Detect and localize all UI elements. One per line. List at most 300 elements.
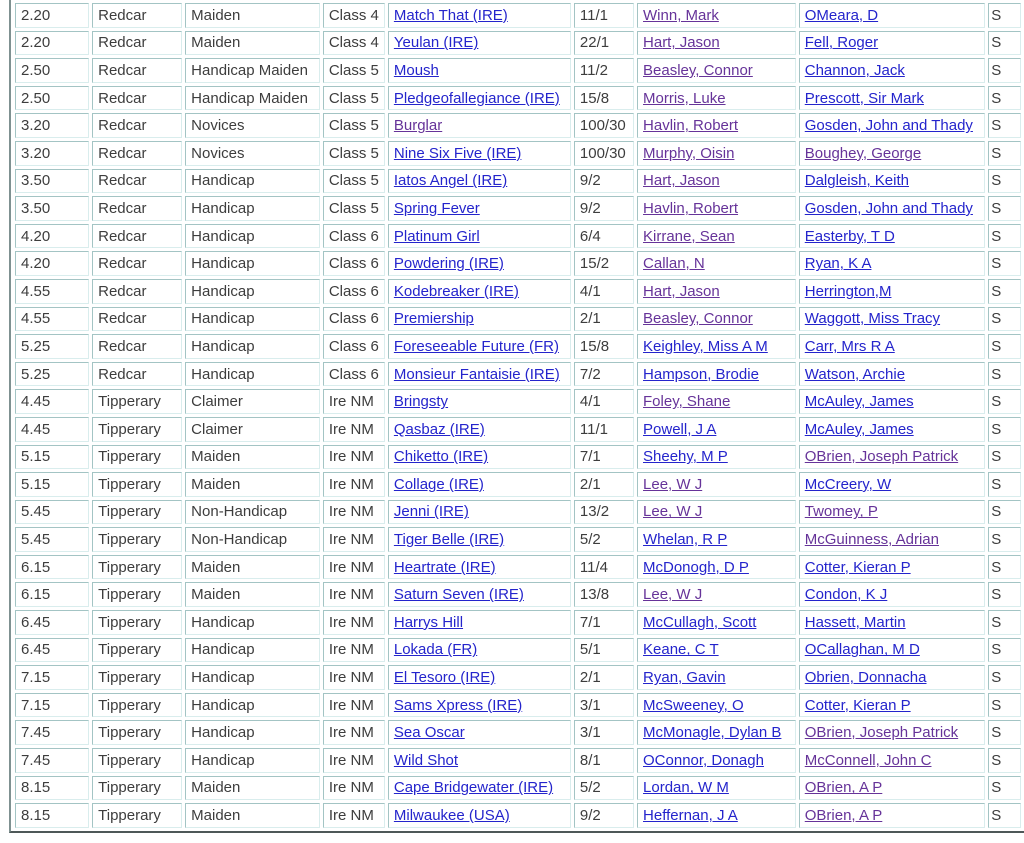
clipped-edge-cell (988, 582, 1021, 607)
clipped-edge-cell (988, 3, 1021, 28)
clipped-edge-text: S (991, 531, 1002, 549)
trainer-link[interactable]: OBrien, Joseph Patrick (804, 448, 959, 466)
table-row (15, 279, 1021, 304)
jockey-link[interactable]: Lordan, W M (643, 779, 729, 797)
course-cell: Redcar (92, 86, 182, 111)
jockey-cell (637, 555, 796, 580)
time-cell: 2.50 (15, 86, 89, 111)
class-cell: Class 4 (323, 3, 385, 28)
horse-cell (388, 362, 571, 387)
odds-cell: 22/1 (574, 31, 634, 56)
trainer-link[interactable]: Boughey, George (804, 144, 922, 162)
clipped-edge-text: S (991, 6, 1002, 24)
jockey-link[interactable]: Keane, C T (643, 641, 719, 659)
race-type-cell: Novices (185, 141, 320, 166)
time-cell: 3.50 (15, 196, 89, 221)
horse-link[interactable]: Harrys Hill (393, 613, 464, 631)
time-cell: 8.15 (15, 803, 89, 828)
jockey-link[interactable]: Winn, Mark (643, 6, 719, 24)
horse-link[interactable]: El Tesoro (IRE) (393, 669, 496, 687)
clipped-edge-cell (988, 307, 1021, 332)
trainer-link[interactable]: Waggott, Miss Tracy (804, 310, 941, 328)
horse-cell (388, 307, 571, 332)
clipped-edge-text: S (991, 199, 1002, 217)
class-cell: Class 5 (323, 196, 385, 221)
jockey-link[interactable]: Kirrane, Sean (643, 227, 735, 245)
jockey-link[interactable]: Beasley, Connor (643, 310, 753, 328)
jockey-link[interactable]: Hart, Jason (643, 172, 720, 190)
clipped-edge-text: S (991, 310, 1002, 328)
class-cell: Ire NM (323, 500, 385, 525)
horse-link[interactable]: Sams Xpress (IRE) (393, 696, 523, 714)
trainer-link[interactable]: McConnell, John C (804, 751, 932, 769)
odds-cell: 9/2 (574, 196, 634, 221)
trainer-link[interactable]: Fell, Roger (804, 34, 879, 52)
course-cell: Tipperary (92, 720, 182, 745)
jockey-cell (637, 776, 796, 801)
horse-cell (388, 251, 571, 276)
jockey-link[interactable]: McDonogh, D P (643, 558, 749, 576)
clipped-edge-text: S (991, 365, 1002, 383)
horse-cell (388, 113, 571, 138)
jockey-link[interactable]: Hart, Jason (643, 34, 720, 52)
clipped-edge-cell (988, 224, 1021, 249)
class-cell: Ire NM (323, 638, 385, 663)
jockey-cell (637, 169, 796, 194)
clipped-edge-text: S (991, 475, 1002, 493)
trainer-link[interactable]: Carr, Mrs R A (804, 337, 895, 355)
jockey-link[interactable]: OConnor, Donagh (643, 751, 764, 769)
table-row (15, 113, 1021, 138)
table-row (15, 803, 1021, 828)
trainer-link[interactable]: McAuley, James (804, 393, 914, 411)
trainer-link[interactable]: McCreery, W (804, 475, 892, 493)
trainer-link[interactable]: OBrien, A P (804, 779, 883, 797)
trainer-cell (799, 58, 986, 83)
racecards-table-frame (9, 0, 1024, 833)
table-row (15, 141, 1021, 166)
course-cell: Tipperary (92, 555, 182, 580)
class-cell: Ire NM (323, 389, 385, 414)
trainer-link[interactable]: Dalgleish, Keith (804, 172, 909, 190)
horse-link[interactable]: Moush (393, 61, 439, 79)
horse-link[interactable]: Foreseeable Future (FR) (393, 337, 559, 355)
table-row (15, 748, 1021, 773)
jockey-link[interactable]: Foley, Shane (643, 393, 731, 411)
class-cell: Ire NM (323, 472, 385, 497)
race-type-cell: Non-Handicap (185, 527, 320, 552)
race-type-cell: Maiden (185, 582, 320, 607)
horse-link[interactable]: Yeulan (IRE) (393, 34, 479, 52)
clipped-edge-text: S (991, 117, 1002, 135)
clipped-edge-text: S (991, 34, 1002, 52)
clipped-edge-text: S (991, 807, 1002, 825)
jockey-link[interactable]: McMonagle, Dylan B (643, 724, 782, 742)
clipped-edge-text: S (991, 337, 1002, 355)
course-cell: Tipperary (92, 445, 182, 470)
table-row (15, 86, 1021, 111)
clipped-edge-cell (988, 693, 1021, 718)
trainer-cell (799, 86, 986, 111)
race-type-cell: Claimer (185, 417, 320, 442)
horse-link[interactable]: Spring Fever (393, 199, 480, 217)
jockey-link[interactable]: Havlin, Robert (643, 117, 739, 135)
table-row (15, 58, 1021, 83)
trainer-cell (799, 417, 986, 442)
time-cell: 2.20 (15, 3, 89, 28)
odds-cell: 100/30 (574, 141, 634, 166)
clipped-edge-text: S (991, 144, 1002, 162)
clipped-edge-cell (988, 748, 1021, 773)
odds-cell: 3/1 (574, 720, 634, 745)
trainer-cell (799, 362, 986, 387)
jockey-link[interactable]: Lee, W J (643, 503, 703, 521)
jockey-link[interactable]: Sheehy, M P (643, 448, 728, 466)
horse-cell (388, 86, 571, 111)
trainer-link[interactable]: Hassett, Martin (804, 613, 906, 631)
horse-cell (388, 445, 571, 470)
course-cell: Redcar (92, 3, 182, 28)
horse-cell (388, 500, 571, 525)
horse-cell (388, 224, 571, 249)
race-type-cell: Handicap (185, 307, 320, 332)
time-cell: 7.45 (15, 720, 89, 745)
horse-link[interactable]: Burglar (393, 117, 443, 135)
trainer-cell (799, 3, 986, 28)
race-type-cell: Handicap (185, 638, 320, 663)
odds-cell: 2/1 (574, 665, 634, 690)
horse-cell (388, 610, 571, 635)
clipped-edge-cell (988, 169, 1021, 194)
jockey-link[interactable]: Keighley, Miss A M (643, 337, 768, 355)
trainer-link[interactable]: OMeara, D (804, 6, 879, 24)
race-type-cell: Handicap (185, 279, 320, 304)
horse-cell (388, 334, 571, 359)
horse-link[interactable]: Powdering (IRE) (393, 255, 504, 273)
table-row (15, 362, 1021, 387)
horse-cell (388, 527, 571, 552)
clipped-edge-cell (988, 362, 1021, 387)
jockey-cell (637, 113, 796, 138)
jockey-link[interactable]: Hart, Jason (643, 282, 720, 300)
clipped-edge-text: S (991, 586, 1002, 604)
horse-link[interactable]: Monsieur Fantaisie (IRE) (393, 365, 560, 383)
course-cell: Redcar (92, 307, 182, 332)
trainer-cell (799, 748, 986, 773)
trainer-link[interactable]: Cotter, Kieran P (804, 696, 911, 714)
course-cell: Tipperary (92, 693, 182, 718)
odds-cell: 3/1 (574, 693, 634, 718)
class-cell: Class 6 (323, 362, 385, 387)
clipped-edge-cell (988, 389, 1021, 414)
clipped-edge-cell (988, 31, 1021, 56)
clipped-edge-cell (988, 445, 1021, 470)
odds-cell: 13/2 (574, 500, 634, 525)
table-row (15, 334, 1021, 359)
course-cell: Redcar (92, 58, 182, 83)
class-cell: Ire NM (323, 720, 385, 745)
race-type-cell: Handicap (185, 362, 320, 387)
trainer-cell (799, 610, 986, 635)
time-cell: 4.20 (15, 224, 89, 249)
horse-cell (388, 776, 571, 801)
course-cell: Redcar (92, 141, 182, 166)
race-type-cell: Maiden (185, 472, 320, 497)
class-cell: Class 5 (323, 169, 385, 194)
clipped-edge-cell (988, 527, 1021, 552)
clipped-edge-cell (988, 720, 1021, 745)
clipped-edge-cell (988, 555, 1021, 580)
jockey-cell (637, 31, 796, 56)
horse-link[interactable]: Bringsty (393, 393, 449, 411)
jockey-link[interactable]: Ryan, Gavin (643, 669, 726, 687)
clipped-edge-text: S (991, 172, 1002, 190)
horse-link[interactable]: Pledgeofallegiance (IRE) (393, 89, 560, 107)
trainer-cell (799, 665, 986, 690)
course-cell: Tipperary (92, 472, 182, 497)
course-cell: Redcar (92, 362, 182, 387)
time-cell: 6.45 (15, 638, 89, 663)
trainer-cell (799, 169, 986, 194)
clipped-edge-text: S (991, 613, 1002, 631)
race-type-cell: Handicap (185, 196, 320, 221)
horse-link[interactable]: Match That (IRE) (393, 6, 508, 24)
horse-link[interactable]: Platinum Girl (393, 227, 480, 245)
course-cell: Redcar (92, 196, 182, 221)
clipped-edge-text: S (991, 503, 1002, 521)
jockey-cell (637, 610, 796, 635)
clipped-edge-cell (988, 803, 1021, 828)
horse-cell (388, 3, 571, 28)
time-cell: 4.45 (15, 417, 89, 442)
jockey-link[interactable]: Lee, W J (643, 475, 703, 493)
clipped-edge-cell (988, 113, 1021, 138)
horse-link[interactable]: Kodebreaker (IRE) (393, 282, 519, 300)
clipped-edge-cell (988, 638, 1021, 663)
class-cell: Ire NM (323, 693, 385, 718)
jockey-link[interactable]: Heffernan, J A (643, 807, 738, 825)
odds-cell: 2/1 (574, 472, 634, 497)
race-type-cell: Handicap (185, 665, 320, 690)
jockey-cell (637, 224, 796, 249)
jockey-link[interactable]: Callan, N (643, 255, 705, 273)
horse-link[interactable]: Jenni (IRE) (393, 503, 469, 521)
horse-cell (388, 748, 571, 773)
horse-link[interactable]: Iatos Angel (IRE) (393, 172, 508, 190)
jockey-link[interactable]: Murphy, Oisin (643, 144, 735, 162)
trainer-cell (799, 445, 986, 470)
horse-link[interactable]: Chiketto (IRE) (393, 448, 489, 466)
clipped-edge-text: S (991, 61, 1002, 79)
jockey-link[interactable]: Lee, W J (643, 586, 703, 604)
clipped-edge-cell (988, 500, 1021, 525)
trainer-link[interactable]: Ryan, K A (804, 255, 872, 273)
horse-link[interactable]: Saturn Seven (IRE) (393, 586, 524, 604)
clipped-edge-text: S (991, 393, 1002, 411)
horse-link[interactable]: Nine Six Five (IRE) (393, 144, 522, 162)
time-cell: 7.15 (15, 693, 89, 718)
horse-cell (388, 279, 571, 304)
race-type-cell: Maiden (185, 803, 320, 828)
trainer-cell (799, 803, 986, 828)
clipped-edge-text: S (991, 282, 1002, 300)
trainer-link[interactable]: Watson, Archie (804, 365, 906, 383)
trainer-link[interactable]: Cotter, Kieran P (804, 558, 911, 576)
odds-cell: 4/1 (574, 279, 634, 304)
clipped-edge-text: S (991, 420, 1002, 438)
table-row (15, 720, 1021, 745)
time-cell: 6.45 (15, 610, 89, 635)
trainer-link[interactable]: Twomey, P (804, 503, 878, 521)
trainer-link[interactable]: Prescott, Sir Mark (804, 89, 924, 107)
course-cell: Redcar (92, 279, 182, 304)
time-cell: 4.55 (15, 307, 89, 332)
jockey-link[interactable]: Beasley, Connor (643, 61, 753, 79)
race-type-cell: Handicap (185, 720, 320, 745)
trainer-cell (799, 720, 986, 745)
odds-cell: 2/1 (574, 307, 634, 332)
race-type-cell: Handicap (185, 334, 320, 359)
odds-cell: 6/4 (574, 224, 634, 249)
horse-cell (388, 665, 571, 690)
jockey-link[interactable]: Powell, J A (643, 420, 717, 438)
jockey-cell (637, 141, 796, 166)
time-cell: 7.45 (15, 748, 89, 773)
clipped-edge-cell (988, 610, 1021, 635)
clipped-edge-text: S (991, 696, 1002, 714)
trainer-link[interactable]: OCallaghan, M D (804, 641, 920, 659)
horse-cell (388, 803, 571, 828)
class-cell: Class 5 (323, 141, 385, 166)
jockey-link[interactable]: Hampson, Brodie (643, 365, 759, 383)
trainer-cell (799, 196, 986, 221)
horse-cell (388, 31, 571, 56)
clipped-edge-cell (988, 334, 1021, 359)
jockey-link[interactable]: McSweeney, O (643, 696, 744, 714)
trainer-cell (799, 776, 986, 801)
class-cell: Ire NM (323, 776, 385, 801)
trainer-link[interactable]: Condon, K J (804, 586, 888, 604)
trainer-cell (799, 500, 986, 525)
jockey-link[interactable]: Whelan, R P (643, 531, 728, 549)
clipped-edge-text: S (991, 558, 1002, 576)
odds-cell: 11/2 (574, 58, 634, 83)
horse-cell (388, 472, 571, 497)
horse-link[interactable]: Milwaukee (USA) (393, 807, 510, 825)
trainer-link[interactable]: McAuley, James (804, 420, 914, 438)
table-row (15, 31, 1021, 56)
race-type-cell: Handicap (185, 251, 320, 276)
table-row (15, 307, 1021, 332)
horse-cell (388, 417, 571, 442)
trainer-link[interactable]: McGuinness, Adrian (804, 531, 939, 549)
horse-link[interactable]: Lokada (FR) (393, 641, 478, 659)
race-type-cell: Novices (185, 113, 320, 138)
trainer-cell (799, 31, 986, 56)
time-cell: 5.45 (15, 527, 89, 552)
horse-link[interactable]: Heartrate (IRE) (393, 558, 496, 576)
time-cell: 5.25 (15, 334, 89, 359)
racecards-table (12, 0, 1024, 831)
jockey-link[interactable]: Havlin, Robert (643, 199, 739, 217)
trainer-link[interactable]: Obrien, Donnacha (804, 669, 927, 687)
table-row (15, 224, 1021, 249)
trainer-cell (799, 582, 986, 607)
clipped-edge-text: S (991, 751, 1002, 769)
odds-cell: 5/2 (574, 527, 634, 552)
jockey-cell (637, 500, 796, 525)
race-type-cell: Non-Handicap (185, 500, 320, 525)
jockey-cell (637, 665, 796, 690)
class-cell: Ire NM (323, 445, 385, 470)
course-cell: Tipperary (92, 665, 182, 690)
course-cell: Tipperary (92, 803, 182, 828)
jockey-cell (637, 748, 796, 773)
trainer-link[interactable]: Herrington,M (804, 282, 892, 300)
jockey-cell (637, 445, 796, 470)
trainer-link[interactable]: OBrien, Joseph Patrick (804, 724, 959, 742)
course-cell: Tipperary (92, 748, 182, 773)
jockey-cell (637, 720, 796, 745)
course-cell: Tipperary (92, 417, 182, 442)
table-row (15, 638, 1021, 663)
table-row (15, 196, 1021, 221)
trainer-link[interactable]: Channon, Jack (804, 61, 905, 79)
jockey-cell (637, 472, 796, 497)
trainer-cell (799, 307, 986, 332)
table-row (15, 555, 1021, 580)
course-cell: Redcar (92, 224, 182, 249)
trainer-link[interactable]: Gosden, John and Thady (804, 117, 973, 135)
horse-link[interactable]: Qasbaz (IRE) (393, 420, 485, 438)
horse-cell (388, 196, 571, 221)
odds-cell: 11/1 (574, 417, 634, 442)
jockey-cell (637, 417, 796, 442)
trainer-cell (799, 334, 986, 359)
clipped-edge-text: S (991, 255, 1002, 273)
horse-link[interactable]: Premiership (393, 310, 474, 328)
clipped-edge-text: S (991, 669, 1002, 687)
trainer-link[interactable]: Easterby, T D (804, 227, 895, 245)
horse-cell (388, 58, 571, 83)
class-cell: Ire NM (323, 610, 385, 635)
race-type-cell: Handicap Maiden (185, 58, 320, 83)
trainer-link[interactable]: OBrien, A P (804, 807, 883, 825)
race-type-cell: Maiden (185, 31, 320, 56)
class-cell: Class 6 (323, 224, 385, 249)
clipped-edge-cell (988, 86, 1021, 111)
race-type-cell: Handicap (185, 693, 320, 718)
jockey-link[interactable]: Morris, Luke (643, 89, 726, 107)
horse-link[interactable]: Collage (IRE) (393, 475, 484, 493)
horse-link[interactable]: Wild Shot (393, 751, 459, 769)
horse-link[interactable]: Cape Bridgewater (IRE) (393, 779, 554, 797)
time-cell: 2.50 (15, 58, 89, 83)
time-cell: 5.15 (15, 445, 89, 470)
jockey-link[interactable]: McCullagh, Scott (643, 613, 757, 631)
jockey-cell (637, 638, 796, 663)
horse-link[interactable]: Tiger Belle (IRE) (393, 531, 505, 549)
trainer-cell (799, 693, 986, 718)
horse-link[interactable]: Sea Oscar (393, 724, 465, 742)
trainer-link[interactable]: Gosden, John and Thady (804, 199, 973, 217)
race-type-cell: Handicap Maiden (185, 86, 320, 111)
time-cell: 5.25 (15, 362, 89, 387)
race-type-cell: Handicap (185, 224, 320, 249)
horse-cell (388, 582, 571, 607)
horse-cell (388, 555, 571, 580)
clipped-edge-text: S (991, 448, 1002, 466)
